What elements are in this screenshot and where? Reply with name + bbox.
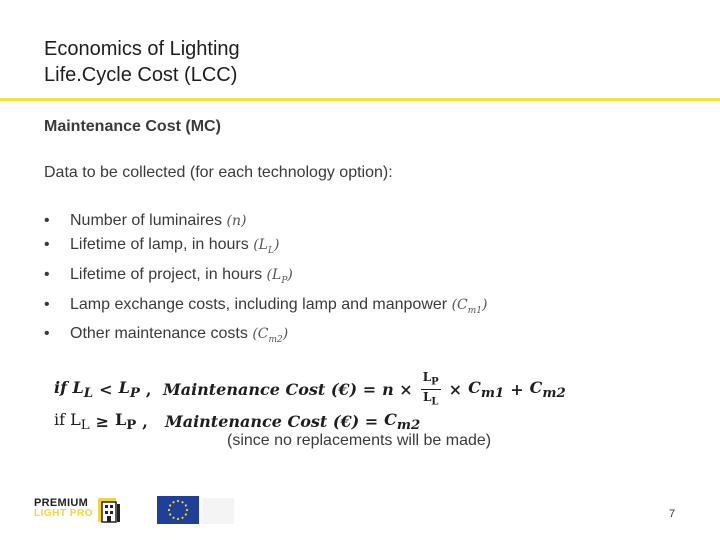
slide-title [44, 36, 240, 88]
formula-plus: + [510, 380, 524, 400]
eu-star-icon [169, 513, 171, 515]
eu-star-icon [169, 504, 171, 506]
formula-rhs: $L_P$ [115, 410, 137, 434]
variable: $(L_P)$ [266, 266, 293, 286]
variable: $(L_L)$ [253, 237, 280, 256]
list-item-text: Lifetime of lamp, in hours [70, 236, 249, 253]
variable: $(C_{m2})$ [252, 326, 289, 346]
eu-flag-icon [157, 496, 199, 524]
list-item [44, 233, 487, 263]
list-item [44, 322, 487, 352]
formula-note: (since no replacements will be made) [227, 432, 492, 449]
formula-replacement: if $L_L$ < $L_P$ , Maintenance Cost (€) = n × $\frac{L_P}{L_L}$ × $C_{m1}$ + $C_{m2}$ [54, 370, 566, 408]
eu-star-icon [172, 501, 174, 503]
data-list [44, 209, 487, 352]
formula-condition: if $L_L$ [54, 378, 94, 402]
formula-operator: < [99, 380, 113, 400]
eu-star-icon [168, 509, 170, 511]
premium-light-pro-logo: PREMIUM LIGHT PRO [34, 494, 126, 526]
formula-label: Maintenance Cost (€) = [165, 412, 379, 432]
eu-star-icon [181, 517, 183, 519]
variable: (n) [226, 213, 247, 229]
eu-star-icon [172, 517, 174, 519]
formula-cm1: $C_{m1}$ [468, 378, 505, 402]
formula-label: Maintenance Cost (€) = [162, 380, 377, 400]
title-divider [0, 98, 720, 101]
list-item-text: Number of luminaires [70, 212, 223, 229]
formula-operator: ≥ [95, 412, 110, 432]
formula-rhs: $L_P$ [118, 378, 140, 402]
title-line-1: Economics of Lighting [44, 38, 240, 60]
formula-times: × [448, 380, 463, 400]
formula-condition: if $L_L$ [54, 410, 90, 434]
eu-star-icon [185, 504, 187, 506]
formula-fraction: $\frac{L_P}{L_L}$ [422, 370, 439, 408]
eu-star-icon [181, 501, 183, 503]
list-item [44, 293, 487, 323]
title-line-2: Life.Cycle Cost (LCC) [44, 64, 238, 86]
eu-star-icon [177, 518, 179, 520]
formula-cm2: $C_{m2}$ [384, 410, 421, 434]
funding-text-logo [202, 498, 234, 524]
eu-star-icon [185, 513, 187, 515]
list-item [44, 209, 487, 233]
variable: $(C_{m1})$ [451, 296, 488, 316]
building-icon [96, 494, 124, 524]
formula-no-replacement: if $L_L$ ≥ $L_P$ , Maintenance Cost (€) = $C_{m2}$ [54, 410, 421, 434]
page-number: 7 [669, 508, 676, 520]
list-item-text: Lifetime of project, in hours [70, 265, 263, 283]
section-heading: Maintenance Cost (MC) [44, 118, 221, 135]
eu-star-icon [186, 509, 188, 511]
formula-n: n × [382, 380, 413, 400]
list-item-text: Other maintenance costs [70, 325, 248, 343]
list-item-text: Lamp exchange costs, including lamp and manpower [70, 295, 448, 313]
list-item [44, 263, 487, 293]
intro-text: Data to be collected (for each technology option): [44, 164, 393, 181]
eu-star-icon [177, 500, 179, 502]
formula-cm2: $C_{m2}$ [529, 378, 566, 402]
